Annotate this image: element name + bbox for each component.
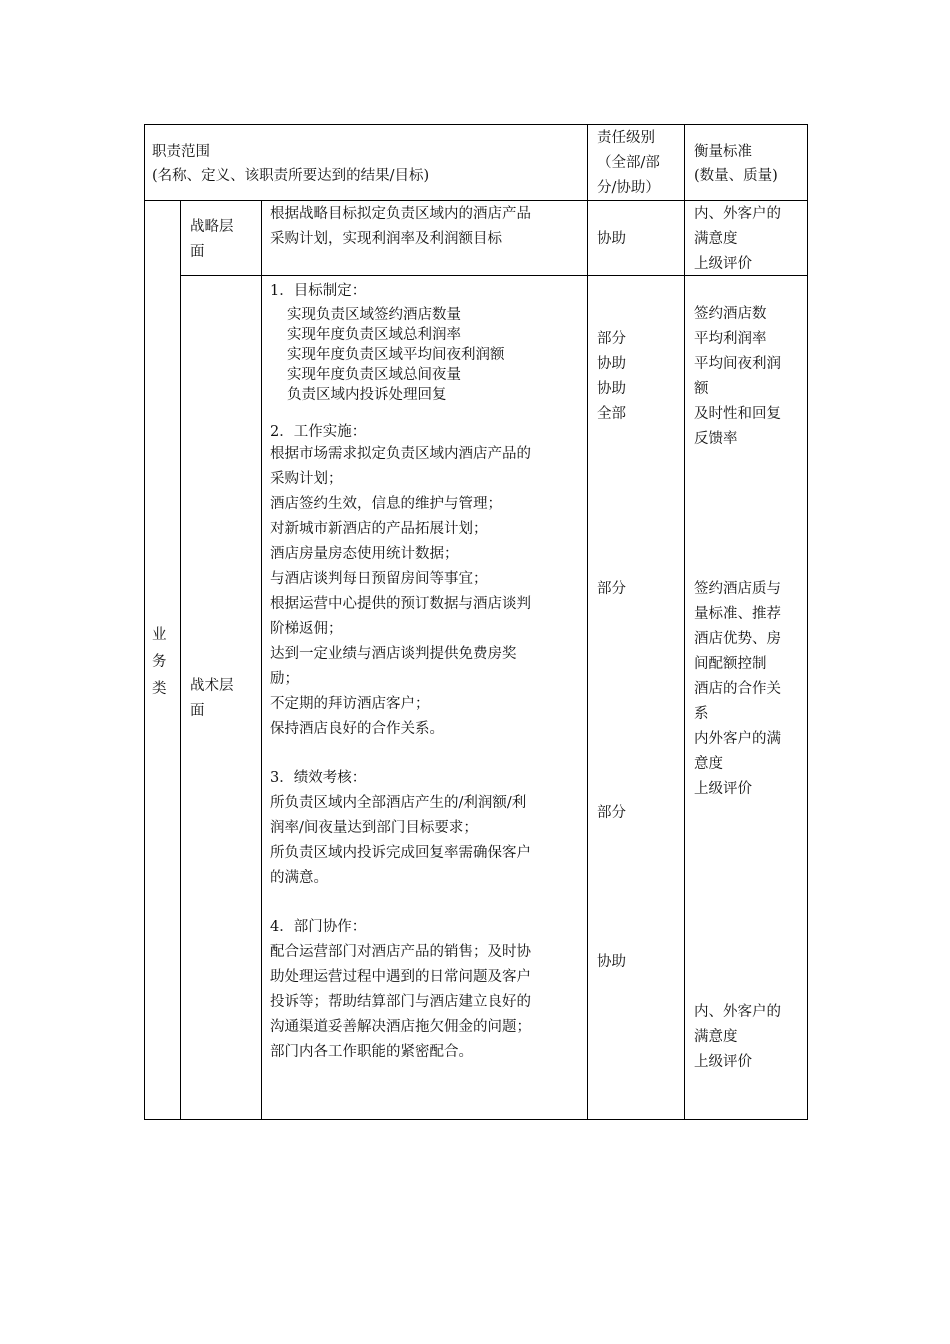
goal-measure: 反馈率: [694, 431, 738, 447]
scope-subtitle: (名称、定义、该职责所要达到的结果/目标): [152, 168, 430, 184]
strategic-label: 面: [190, 244, 205, 260]
coop-measure: 满意度: [694, 1029, 738, 1045]
work-line: 酒店签约生效，信息的维护与管理；: [270, 496, 502, 512]
tactical-label: 战术层: [190, 678, 234, 694]
goal-measure: 及时性和回复: [694, 406, 781, 422]
goal-item: 负责区域内投诉处理回复: [287, 387, 447, 403]
work-measure: 量标准、推荐: [694, 606, 781, 622]
work-line: 励；: [270, 671, 299, 687]
coop-measure: 内、外客户的: [694, 1004, 781, 1020]
coop-level: 协助: [597, 954, 626, 970]
goal-item: 实现年度负责区域总利润率: [287, 327, 461, 343]
level-header: 分/协助）: [597, 180, 660, 196]
kpi-line: 润率/间夜量达到部门目标要求；: [270, 820, 478, 836]
section-heading: 4．部门协作：: [270, 919, 367, 935]
kpi-line: 所负责区域内投诉完成回复率需确保客户: [270, 845, 531, 861]
work-measure: 签约酒店质与: [694, 581, 781, 597]
goal-measure: 额: [694, 381, 709, 397]
work-line: 采购计划；: [270, 471, 343, 487]
strategic-measure: 内、外客户的: [694, 206, 781, 222]
coop-line: 投诉等；帮助结算部门与酒店建立良好的: [270, 994, 531, 1010]
section-heading: 2．工作实施：: [270, 424, 367, 440]
work-line: 对新城市新酒店的产品拓展计划；: [270, 521, 488, 537]
work-line: 保持酒店良好的合作关系。: [270, 721, 444, 737]
goal-item: 实现年度负责区域总间夜量: [287, 367, 461, 383]
goal-level: 协助: [597, 381, 626, 397]
strategic-measure: 满意度: [694, 231, 738, 247]
goal-measure: 平均间夜利润: [694, 356, 781, 372]
goal-level: 全部: [597, 406, 626, 422]
work-measure: 意度: [694, 756, 723, 772]
grid-line: [144, 200, 808, 201]
goal-level: 协助: [597, 356, 626, 372]
section-heading: 1．目标制定：: [270, 283, 367, 299]
work-measure: 系: [694, 706, 709, 722]
work-line: 根据市场需求拟定负责区域内酒店产品的: [270, 446, 531, 462]
measure-header: (数量、质量): [694, 168, 778, 184]
strategic-label: 战略层: [190, 219, 234, 235]
level-header: 责任级别: [597, 130, 655, 146]
work-measure: 上级评价: [694, 781, 752, 797]
grid-line: [684, 124, 685, 1120]
goal-level: 部分: [597, 331, 626, 347]
grid-line: [180, 200, 181, 1120]
tactical-label: 面: [190, 703, 205, 719]
section-heading: 3．绩效考核：: [270, 770, 367, 786]
coop-line: 部门内各工作职能的紧密配合。: [270, 1044, 473, 1060]
strategic-level: 协助: [597, 231, 626, 247]
goal-measure: 签约酒店数: [694, 306, 767, 322]
coop-line: 助处理运营过程中遇到的日常问题及客户: [270, 969, 531, 985]
coop-line: 配合运营部门对酒店产品的销售；及时协: [270, 944, 531, 960]
work-measure: 内外客户的满: [694, 731, 781, 747]
coop-line: 沟通渠道妥善解决酒店拖欠佣金的问题；: [270, 1019, 531, 1035]
coop-measure: 上级评价: [694, 1054, 752, 1070]
work-line: 酒店房量房态使用统计数据；: [270, 546, 459, 562]
goal-measure: 平均利润率: [694, 331, 767, 347]
level-header: （全部/部: [597, 155, 660, 171]
goal-item: 实现负责区域签约酒店数量: [287, 307, 461, 323]
work-line: 不定期的拜访酒店客户；: [270, 696, 430, 712]
category-label: 业务类: [152, 627, 167, 697]
work-measure: 酒店的合作关: [694, 681, 781, 697]
grid-line: [587, 124, 588, 1120]
kpi-line: 的满意。: [270, 870, 328, 886]
grid-line: [261, 200, 262, 1120]
kpi-line: 所负责区域内全部酒店产生的/利润额/利: [270, 795, 527, 811]
work-measure: 酒店优势、房: [694, 631, 781, 647]
scope-title: 职责范围: [152, 144, 210, 160]
work-line: 阶梯返佣；: [270, 621, 343, 637]
strategic-content: 采购计划，实现利润率及利润额目标: [270, 231, 502, 247]
work-measure: 间配额控制: [694, 656, 767, 672]
goal-item: 实现年度负责区域平均间夜利润额: [287, 347, 505, 363]
strategic-measure: 上级评价: [694, 256, 752, 272]
work-line: 与酒店谈判每日预留房间等事宜；: [270, 571, 488, 587]
work-line: 根据运营中心提供的预订数据与酒店谈判: [270, 596, 531, 612]
work-level: 部分: [597, 581, 626, 597]
kpi-level: 部分: [597, 805, 626, 821]
measure-header: 衡量标准: [694, 144, 752, 160]
strategic-content: 根据战略目标拟定负责区域内的酒店产品: [270, 206, 531, 222]
work-line: 达到一定业绩与酒店谈判提供免费房奖: [270, 646, 517, 662]
